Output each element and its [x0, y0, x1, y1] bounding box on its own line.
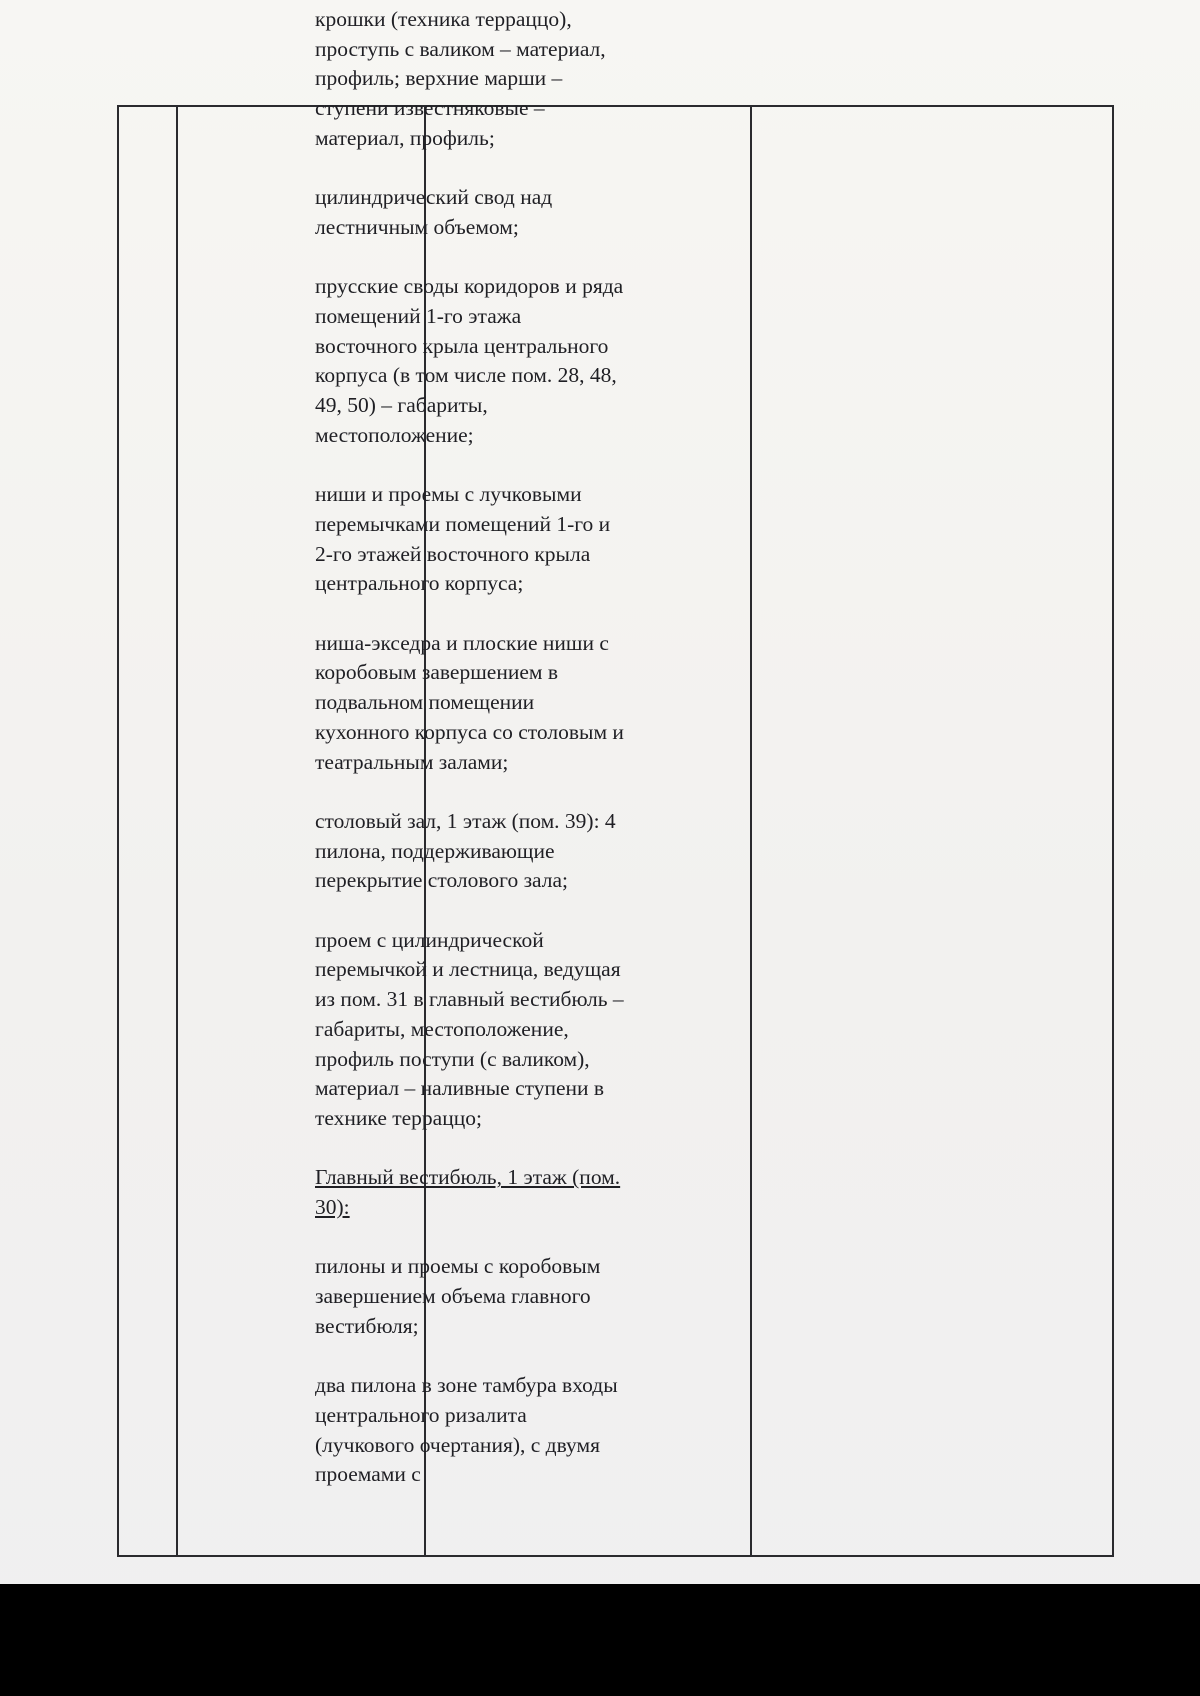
paragraph: два пилона в зоне тамбура входы центрального ризалита (лучкового очертания), с двумя проемами с [315, 1373, 618, 1487]
paragraph: ниша-экседра и плоские ниши с коробовым завершением в подвальном помещении кухонного корпуса со столовым и театральным залами; [315, 630, 624, 774]
paragraph: цилиндрический свод над лестничным объемом; [315, 185, 553, 239]
column-divider-3 [750, 107, 752, 1555]
table-cell-description [315, 5, 627, 1490]
scan-border [0, 1584, 1200, 1696]
paragraph: прусские своды коридоров и ряда помещений 1-го этажа восточного крыла центрального корпуса (в том числе пом. 28, 48, 49, 50) – габариты, местоположение; [315, 274, 624, 447]
paragraph: крошки (техника терраццо), проступь с валиком – материал, профиль; верхние марши – ступени известняковые – материал, профиль; [315, 7, 606, 150]
paragraph: ниши и проемы с лучковыми перемычками помещений 1-го и 2-го этажей восточного крыла центрального корпуса; [315, 482, 611, 596]
section-heading: Главный вестибюль, 1 этаж (пом. 30): [315, 1165, 621, 1220]
paragraph: проем с цилиндрической перемычкой и лестница, ведущая из пом. 31 в главный вестибюль – габариты, местоположение, профиль поступи (с валиком), материал – наливные ступени в технике терраццо; [315, 927, 624, 1130]
column-divider-1 [176, 107, 178, 1555]
paragraph: столовый зал, 1 этаж (пом. 39): 4 пилона, поддерживающие перекрытие столового зала; [315, 808, 616, 893]
paragraph: пилоны и проемы с коробовым завершением объема главного вестибюля; [315, 1254, 601, 1338]
